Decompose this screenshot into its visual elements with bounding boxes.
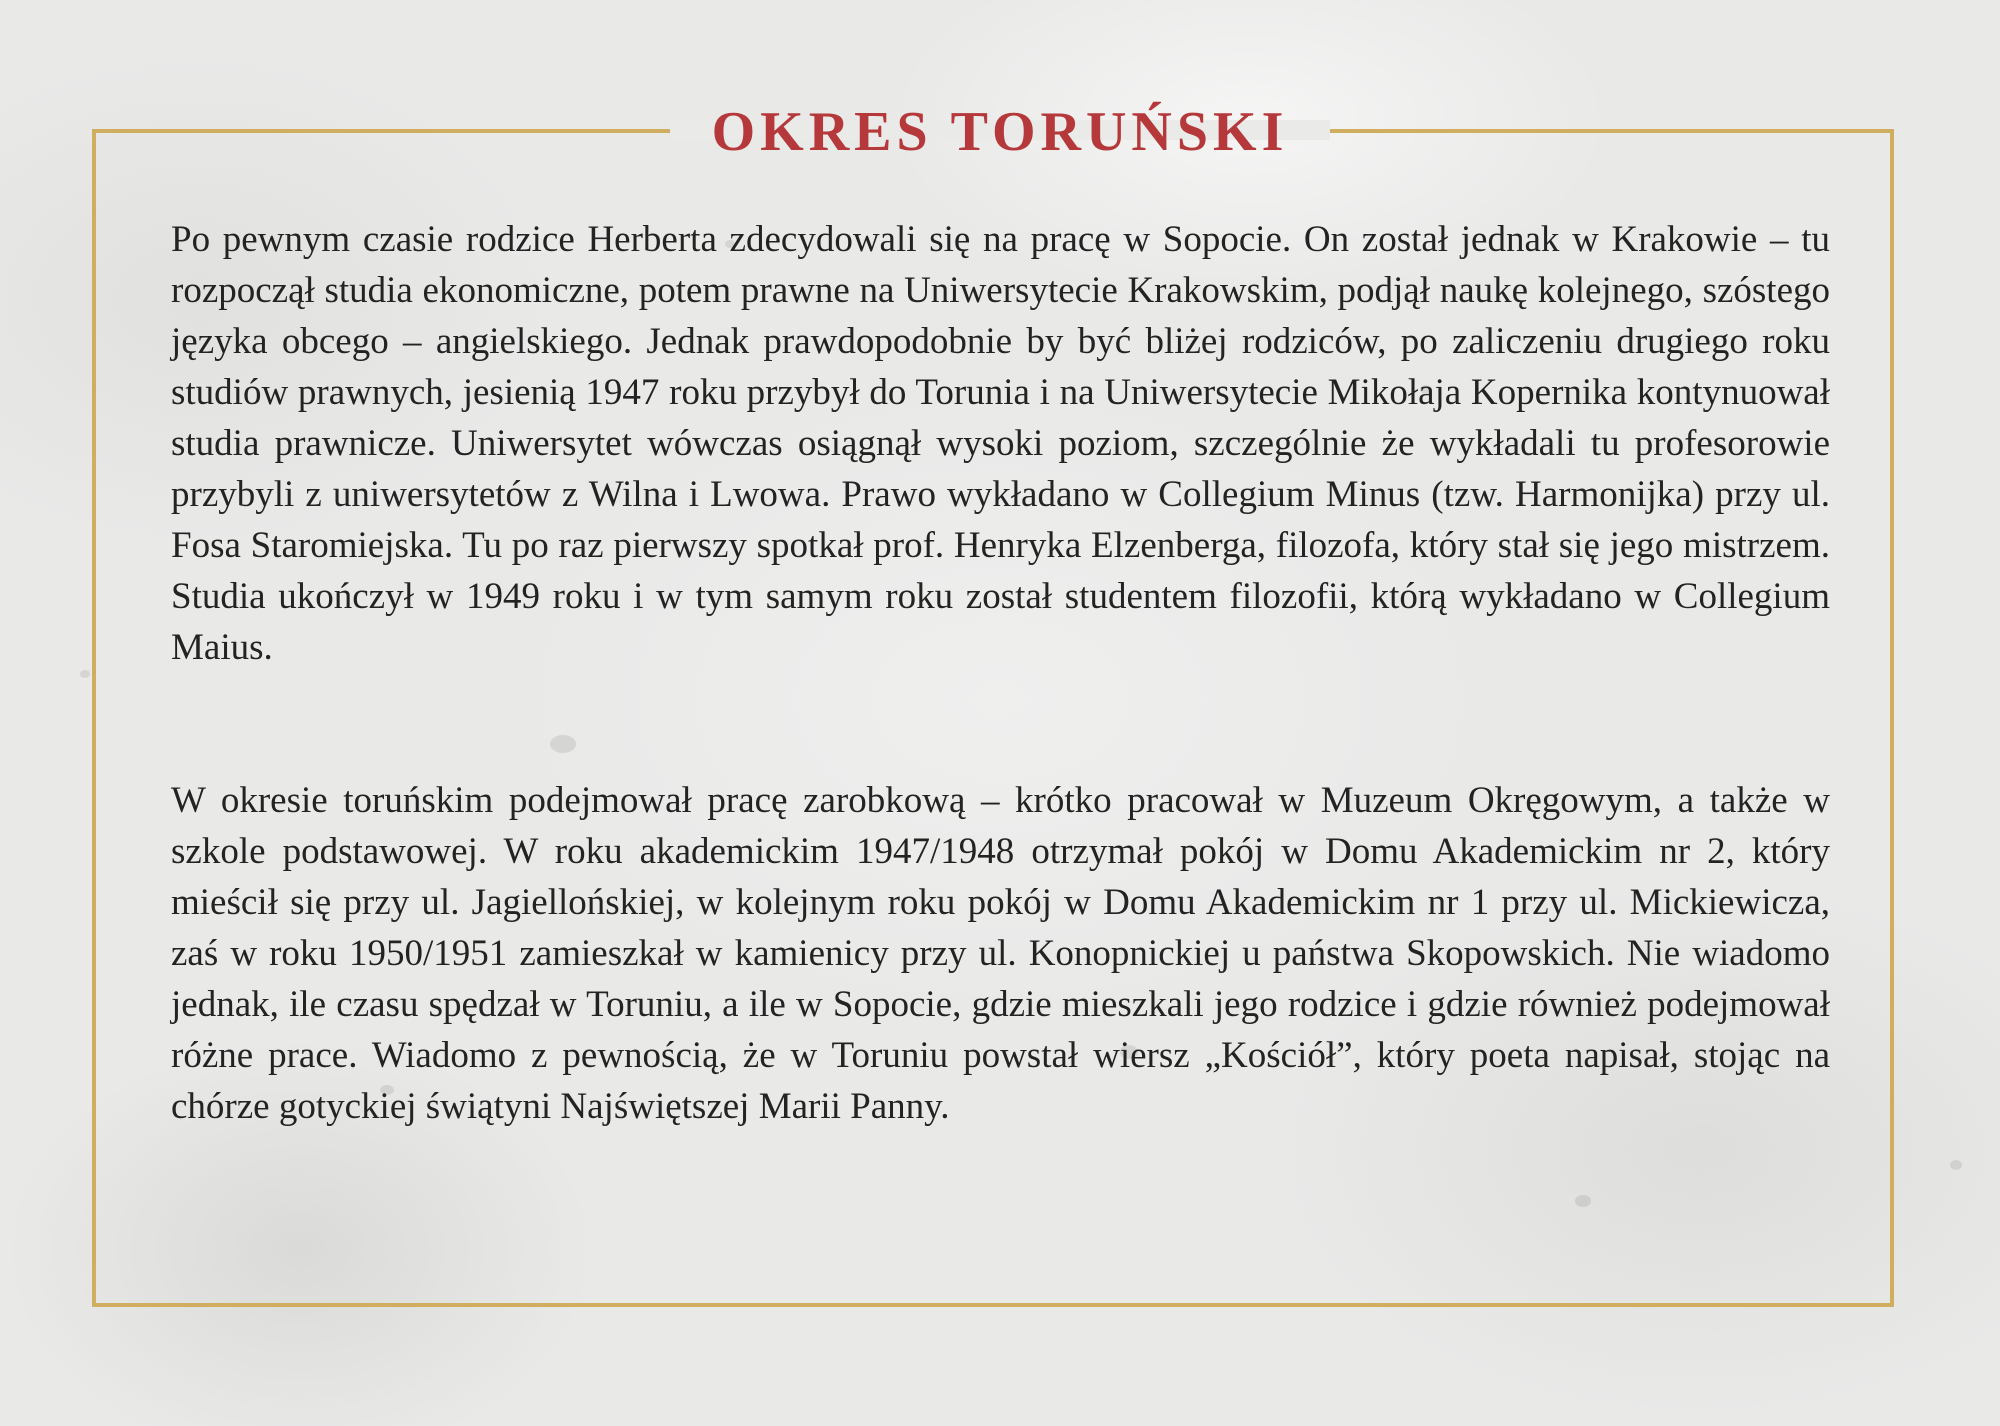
title-area: [670, 92, 1330, 172]
paragraph-1: Po pewnym czasie rodzice Herberta zdecydowali się na pracę w Sopocie. On został jednak w Krakowie – tu rozpoczął studia ekonomiczne, potem prawne na Uniwersytecie Krakowskim, podjął naukę kolejnego, szóstego języka obcego – angielskiego. Jednak prawdopodobnie by być bliżej rodziców, po zaliczeniu drugiego roku studiów prawnych, jesienią 1947 roku przybył do Torunia i na Uniwersytecie Mikołaja Kopernika kontynuował studia prawnicze. Uniwersytet wówczas osiągnął wysoki poziom, szczególnie że wykładali tu profesorowie przybyli z uniwersytetów z Wilna i Lwowa. Prawo wykładano w Collegium Minus (tzw. Harmonijka) przy ul. Fosa Staromiejska. Tu po raz pierwszy spotkał prof. Henryka Elzenberga, filozofa, który stał się jego mistrzem. Studia ukończył w 1949 roku i w tym samym roku został studentem filozofii, którą wykładano w Collegium Maius.: [171, 219, 1830, 668]
page-title: OKRES TORUŃSKI: [711, 101, 1289, 163]
paragraph-2: W okresie toruńskim podejmował pracę zarobkową – krótko pracował w Muzeum Okręgowym, a także w szkole podstawowej. W roku akademickim 1947/1948 otrzymał pokój w Domu Akademickim nr 2, który mieścił się przy ul. Jagiellońskiej, w kolejnym roku pokój w Domu Akademickim nr 1 przy ul. Mickiewicza, zaś w roku 1950/1951 zamieszkał w kamienicy przy ul. Konopnickiej u państwa Skopowskich. Nie wiadomo jednak, ile czasu spędzał w Toruniu, a ile w Sopocie, gdzie mieszkali jego rodzice i gdzie również podejmował różne prace. Wiadomo z pewnością, że w Toruniu powstał wiersz „Kościół”, który poeta napisał, stojąc na chórze gotyckiej świątyni Najświętszej Marii Panny.: [171, 780, 1830, 1127]
texture-speck: [1950, 1160, 1962, 1170]
texture-speck: [80, 670, 90, 678]
